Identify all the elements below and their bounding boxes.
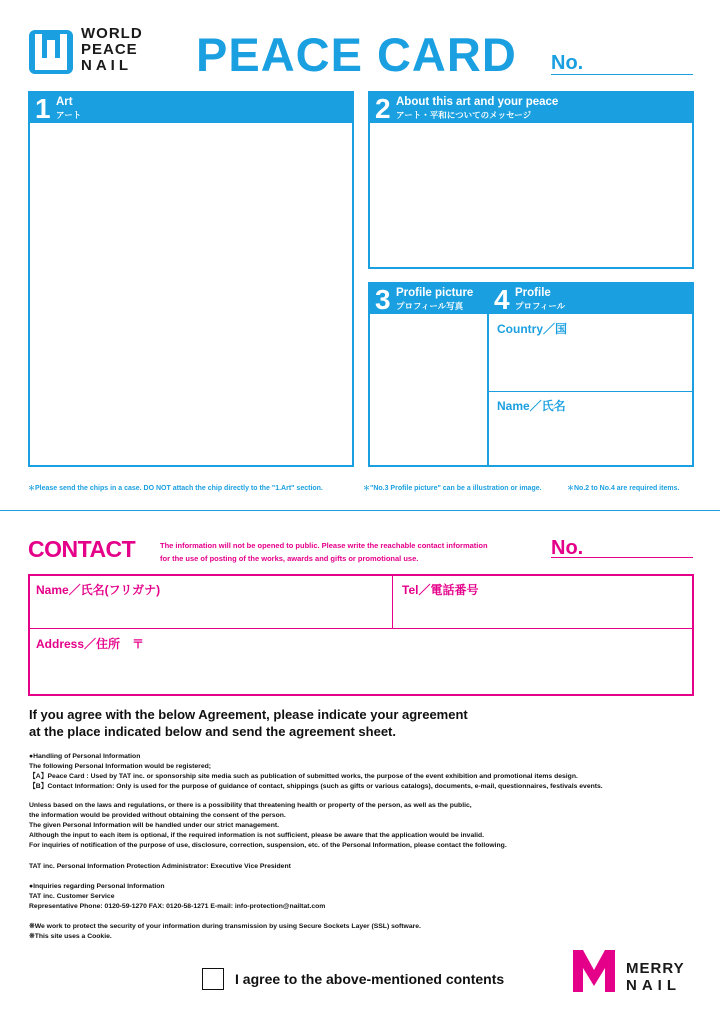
card-number-line[interactable] <box>551 74 693 75</box>
page-title: PEACE CARD <box>196 28 517 81</box>
country-label: Country／国 <box>497 322 567 336</box>
agree-checkbox-label[interactable]: I agree to the above-mentioned contents <box>235 971 505 987</box>
profile-header <box>489 284 692 314</box>
card-number-label: No. <box>551 52 584 74</box>
note-chips: ＊Please send the chips in a case. DO NOT attach the chip directly to the "1.Art" section. <box>28 485 323 492</box>
inquiries-contact: ●Inquiries regarding Personal Information TAT inc. Customer Service Representative Phone: 0120-59-1270 FAX: 0120-58-1271 E-mail: info-protection@nailtat.com <box>29 883 326 910</box>
contact-title: CONTACT <box>28 536 136 562</box>
section-number-4: 4 <box>494 284 510 315</box>
merry-nail-logo-mark <box>571 946 617 994</box>
note-required: ＊No.2 to No.4 are required items. <box>567 485 680 492</box>
note-profile-picture: ＊"No.3 Profile picture" can be a illustration or image. <box>363 485 542 492</box>
address-field[interactable] <box>30 629 692 694</box>
address-label: Address／住所 〒 <box>36 637 145 651</box>
profile-picture-title-jp: プロフィール写真 <box>396 301 464 311</box>
country-field[interactable] <box>489 316 692 392</box>
tel-label: Tel／電話番号 <box>402 583 479 597</box>
profile-picture-title-en: Profile picture <box>396 287 474 299</box>
contact-number-label: No. <box>551 537 584 559</box>
protection-administrator: TAT inc. Personal Information Protection Administrator: Executive Vice President <box>29 863 291 870</box>
art-title-jp: アート <box>56 110 82 120</box>
world-peace-nail-logo-mark <box>29 30 73 74</box>
world-peace-nail-logo-text: WORLD PEACE NAIL <box>81 25 143 74</box>
contact-name-label: Name／氏名(フリガナ) <box>36 583 161 597</box>
tel-field[interactable] <box>393 576 692 628</box>
name-label: Name／氏名 <box>497 399 566 413</box>
profile-title-en: Profile <box>515 287 551 299</box>
contact-number-line[interactable] <box>551 557 693 558</box>
contact-note: The information will not be opened to public. Please write the reachable contact information for the use of posting of the works, awards and gifts or promotional use. <box>160 541 488 563</box>
contact-box <box>28 574 694 696</box>
name-field[interactable] <box>489 393 692 465</box>
about-title-jp: アート・平和についてのメッセージ <box>396 110 532 120</box>
agreement-heading: If you agree with the below Agreement, please indicate your agreement at the place indicated below and send the agreement sheet. <box>29 707 468 739</box>
about-box[interactable] <box>368 91 694 269</box>
profile-divider <box>489 391 692 392</box>
profile-picture-header <box>370 284 487 314</box>
about-title-en: About this art and your peace <box>396 96 559 108</box>
art-box[interactable] <box>28 91 354 467</box>
profile-box <box>487 282 694 467</box>
section-number-3: 3 <box>375 284 391 315</box>
agree-checkbox[interactable] <box>202 968 224 990</box>
section-divider <box>0 510 720 511</box>
section-number-2: 2 <box>375 93 391 124</box>
personal-info-handling: ●Handling of Personal Information The following Personal Information would be registered; 【A】Peace Card : Used by TAT inc. or sponsorship site media such as publication of submitted works, the purpose of the event exhibition and promotional items design. 【B】Contact Information: Only is used for the purpose of guidance of contact, shippings (such as gifts or various catalogs), documents, e-mail, questionnaires, festivals events. <box>29 753 603 790</box>
merry-nail-logo-text: MERRY NAIL <box>626 960 685 994</box>
art-title-en: Art <box>56 96 73 108</box>
security-notes: ※We work to protect the security of your information during transmission by using Secure Sockets Layer (SSL) software. ※This site uses a Cookie. <box>29 923 421 940</box>
profile-title-jp: プロフィール <box>515 301 566 311</box>
about-header <box>370 93 692 123</box>
profile-picture-box[interactable] <box>368 282 489 467</box>
section-number-1: 1 <box>35 93 51 124</box>
personal-info-conditions: Unless based on the laws and regulations, or there is a possibility that threatening health or property of the person, as well as the public, the information would be provided without obtaining the consent of the person. The given Personal Information will be handled under our strict management. Although the input to each item is optional, if the required information is not sufficient, please be aware that the application would be invalid. For inquiries of notification of the purpose of use, disclosure, correction, suspension, etc. of the Personal Information, please contact the following. <box>29 802 507 849</box>
contact-name-field[interactable] <box>30 576 392 628</box>
art-header <box>30 93 352 123</box>
